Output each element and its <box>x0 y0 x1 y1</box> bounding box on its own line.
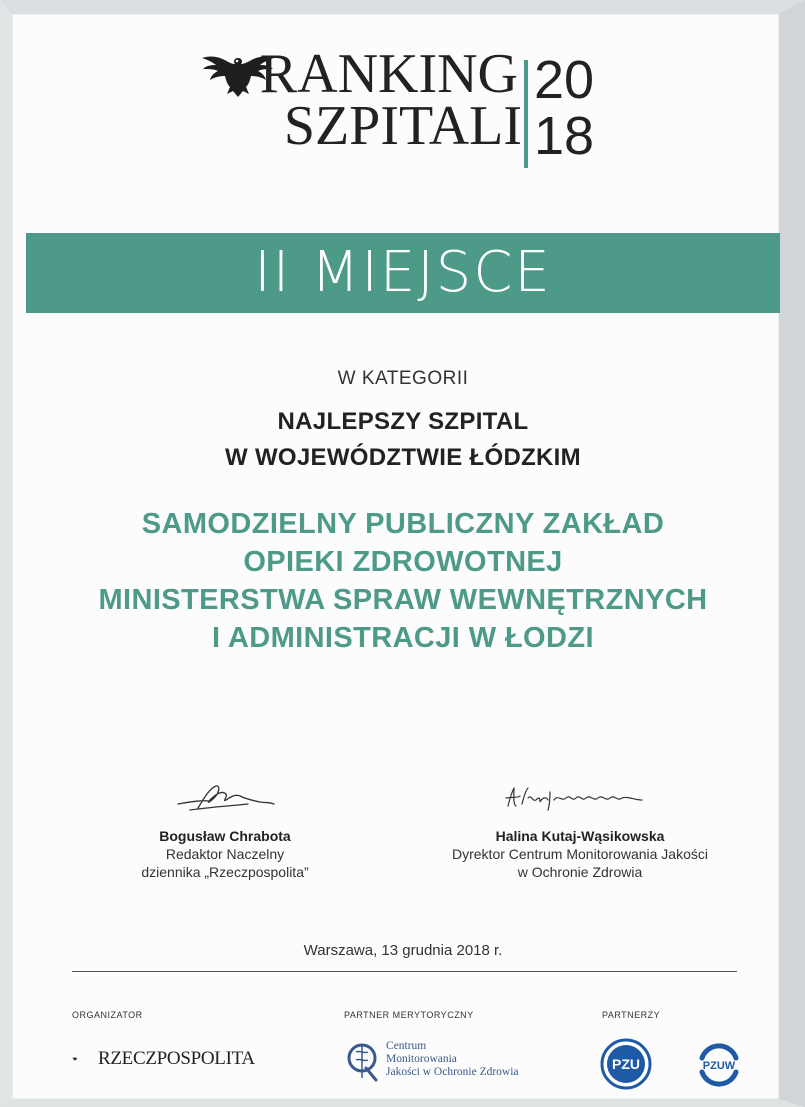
signatory-1-name: Bogusław Chrabota <box>159 828 291 844</box>
cmj-logo-line1: Centrum <box>386 1040 427 1052</box>
place-banner <box>26 233 780 313</box>
pzu-logo <box>600 1038 652 1090</box>
cmj-logo-line2: Monitorowania <box>386 1053 457 1065</box>
cmj-logo-line3: Jakości w Ochronie Zdrowia <box>386 1066 519 1078</box>
category-label: W KATEGORII <box>337 368 469 389</box>
awardee-name <box>26 505 780 657</box>
cmj-q-logo-icon <box>344 1038 384 1084</box>
category-name-line1: NAJLEPSZY SZPITAL <box>277 408 529 435</box>
category-name-line2: W WOJEWÓDZTWIE ŁÓDZKIM <box>225 444 581 471</box>
place-and-date: Warszawa, 13 grudnia 2018 r. <box>303 942 503 959</box>
signatory-2-role-line2: w Ochronie Zdrowia <box>517 864 643 880</box>
partners-label: PARTNERZY <box>602 1010 661 1020</box>
signatory-2 <box>430 827 730 881</box>
pzu-logo-text: PZU <box>612 1056 640 1072</box>
awardee-line1: SAMODZIELNY PUBLICZNY ZAKŁAD <box>141 508 665 540</box>
ranking-year-line1: 20 <box>534 50 595 110</box>
year-divider <box>524 60 528 168</box>
ranking-year-line2: 18 <box>534 106 595 166</box>
pzuw-logo-text: PZUW <box>702 1060 736 1072</box>
awardee-line2: OPIEKI ZDROWOTNEJ <box>243 546 563 578</box>
signatory-1-role-line2: dziennika „Rzeczpospolita” <box>141 864 309 880</box>
footer-divider <box>72 971 737 972</box>
awardee-line4: I ADMINISTRACJI W ŁODZI <box>212 622 594 654</box>
partner-merit-label: PARTNER MERYTORYCZNY <box>344 1010 474 1020</box>
signature-kutaj-wasikowska <box>502 784 652 814</box>
signatory-1 <box>140 827 310 881</box>
category-name <box>26 404 780 476</box>
signatory-1-role-line1: Redaktor Naczelny <box>165 846 285 862</box>
signature-chrabota <box>170 780 290 814</box>
cmj-logo-text <box>386 1040 526 1079</box>
place-banner-text: II MIEJSCE <box>254 240 552 305</box>
organizer-label: ORGANIZATOR <box>72 1010 143 1020</box>
ranking-title-line2: SZPITALI <box>283 95 522 157</box>
ranking-title <box>222 43 522 157</box>
rzeczpospolita-logo: RZECZPOSPOLITA <box>98 1048 255 1069</box>
signatory-2-name: Halina Kutaj-Wąsikowska <box>495 828 665 844</box>
signatory-2-role-line1: Dyrektor Centrum Monitorowania Jakości <box>452 846 708 862</box>
pzuw-logo <box>694 1040 744 1090</box>
ranking-title-line1: RANKING <box>259 43 518 105</box>
ranking-year <box>534 52 594 164</box>
awardee-line3: MINISTERSTWA SPRAW WEWNĘTRZNYCH <box>98 584 708 616</box>
